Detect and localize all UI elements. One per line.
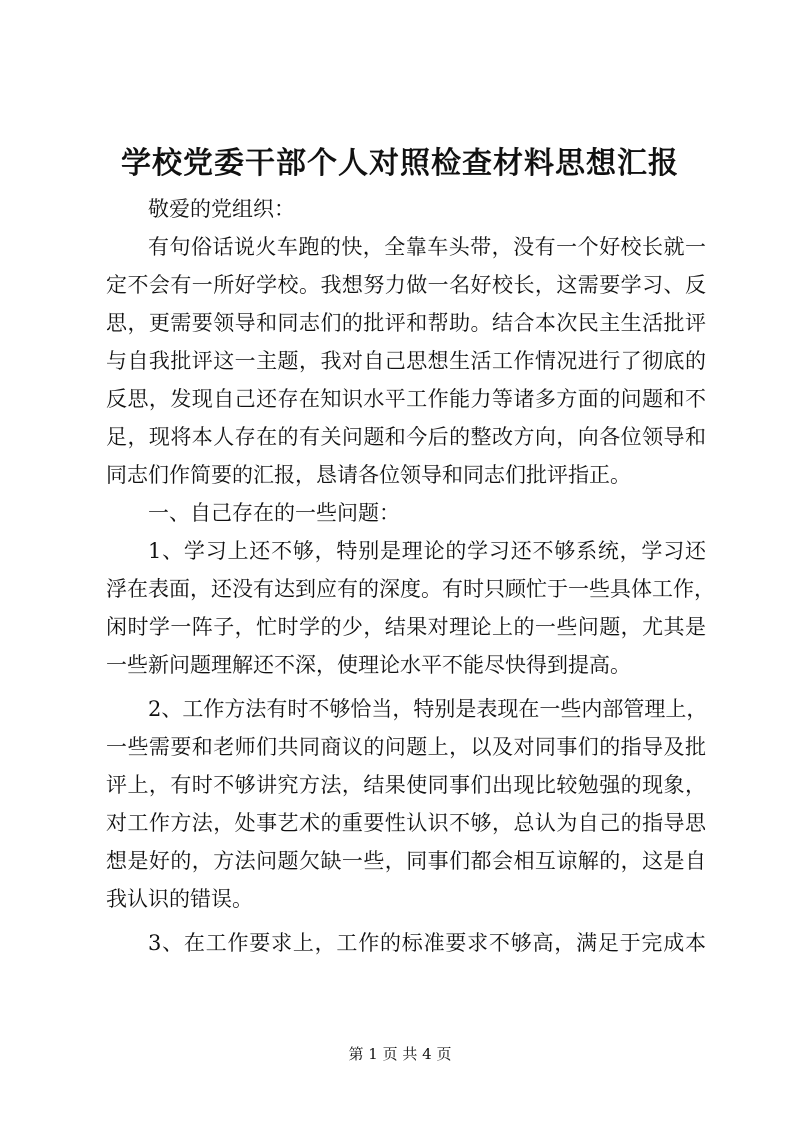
text-line: 评上，有时不够讲究方法，结果使同事们出现比较勉强的现象， [106,773,706,797]
text-line: 一些新问题理解还不深，使理论水平不能尽快得到提高。 [106,653,631,677]
paragraph-intro [106,228,706,494]
text-line: 思，更需要领导和同志们的批评和帮助。结合本次民主生活批评 [106,311,706,335]
text-line: 2、工作方法有时不够恰当，特别是表现在一些内部管理上， [148,697,708,721]
paragraph-item-1 [106,532,715,684]
text-line: 有句俗话说火车跑的快，全靠车头带，没有一个好校长就一 [148,235,706,259]
document-body [106,190,715,962]
text-line: 与自我批评这一主题，我对自己思想生活工作情况进行了彻底的 [106,349,706,373]
text-line: 我认识的错误。 [106,887,253,911]
text-line: 想是好的，方法问题欠缺一些，同事们都会相互谅解的，这是自 [106,849,706,873]
text-line: 闲时学一阵子，忙时学的少，结果对理论上的一些问题，尤其是 [106,615,706,639]
text-line: 反思，发现自己还存在知识水平工作能力等诸多方面的问题和不 [106,387,706,411]
text-line: 对工作方法，处事艺术的重要性认识不够，总认为自己的指导思 [106,811,706,835]
text-line: 3、在工作要求上，工作的标准要求不够高，满足于完成本 [148,931,706,955]
greeting-line: 敬爱的党组织： [148,197,295,221]
text-line: 定不会有一所好学校。我想努力做一名好校长，这需要学习、反 [106,273,706,297]
text-line: 浮在表面，还没有达到应有的深度。有时只顾忙于一些具体工作， [106,577,715,601]
paragraph-item-3 [106,924,706,962]
text-line: 1、学习上还不够，特别是理论的学习还不够系统，学习还 [148,539,706,563]
text-line: 一些需要和老师们共同商议的问题上，以及对同事们的指导及批 [106,735,706,759]
paragraph-item-2 [106,690,706,918]
text-line: 同志们作简要的汇报，恳请各位领导和同志们批评指正。 [106,463,631,487]
page-footer: 第 1 页 共 4 页 [348,1045,452,1063]
section-heading [106,494,706,532]
section-heading-text: 一、自己存在的一些问题： [148,501,400,525]
text-line: 足，现将本人存在的有关问题和今后的整改方向，向各位领导和 [106,425,706,449]
document-title: 学校党委干部个人对照检查材料思想汇报 [121,146,679,181]
